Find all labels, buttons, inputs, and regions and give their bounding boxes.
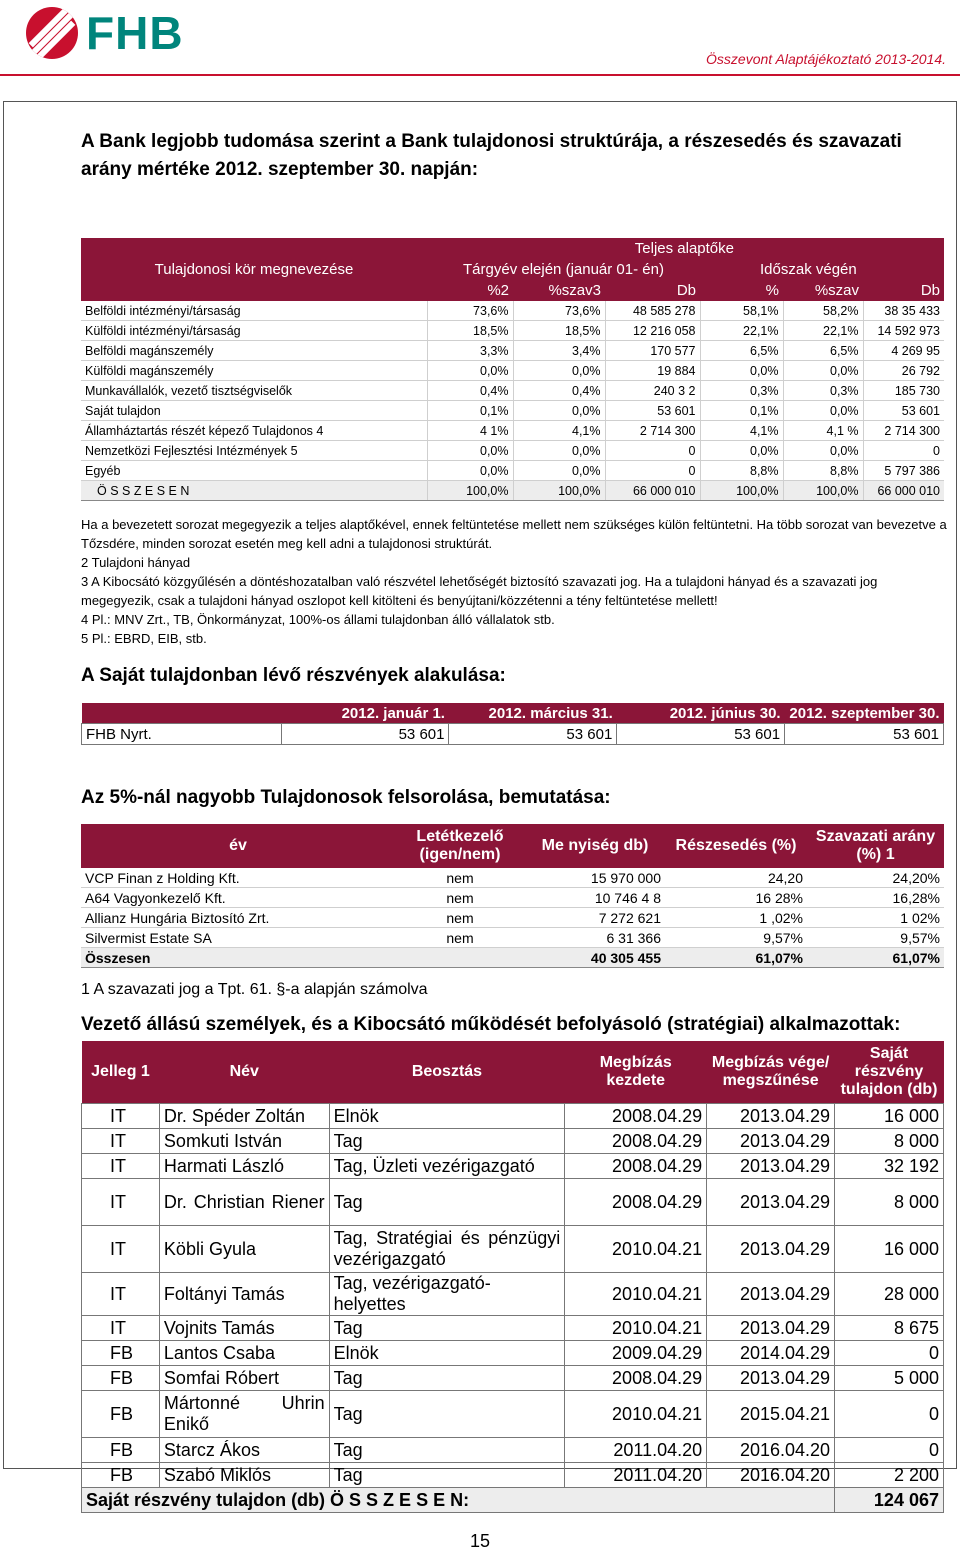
- owner-name: Államháztartás részét képező Tulajdonos 4: [81, 421, 427, 441]
- major-owners-table: [81, 824, 944, 968]
- table-cell: 100,0%: [513, 481, 605, 501]
- mgmt-col-type: Jelleg 1: [91, 1063, 150, 1080]
- table-cell: 2010.04.21: [565, 1391, 707, 1438]
- table-cell: 6 31 366: [525, 928, 665, 948]
- footnote-main: Ha a bevezetett sorozat megegyezik a teljes alaptőkével, ennek feltüntetése mellett nem szükséges külön feltüntetni. Ha több sorozat van bevezetve a Tőzsdére, minden sorozat esetén meg kell adni a tulajdonosi struktúrát.: [81, 517, 947, 551]
- table-cell: 16 28%: [665, 888, 807, 908]
- table-cell: 40 305 455: [525, 948, 665, 968]
- table-cell: IT: [82, 1179, 160, 1226]
- table-cell: 16 000: [835, 1226, 944, 1273]
- table-cell: 2011.04.20: [565, 1463, 707, 1488]
- treasury-heading: A Saját tulajdonban lévő részvények alakulása:: [81, 665, 506, 686]
- table-row: [81, 321, 944, 341]
- table-cell: 2008.04.29: [565, 1104, 707, 1129]
- table-cell: Tag, Üzleti vezérigazgató: [329, 1154, 565, 1179]
- table-cell: 2013.04.29: [707, 1154, 835, 1179]
- col-vote-start: %szav3: [548, 282, 601, 299]
- table-cell: 8,8%: [783, 461, 863, 481]
- table-cell: Mártonné Uhrin Enikő: [159, 1391, 329, 1438]
- table-cell: 32 192: [835, 1154, 944, 1179]
- table-cell: 100,0%: [427, 481, 513, 501]
- table-row: [81, 908, 944, 928]
- table-cell: 8 000: [835, 1179, 944, 1226]
- table-cell: nem: [395, 908, 525, 928]
- total-label: Ö S S Z E S E N: [81, 481, 427, 501]
- table-cell: IT: [82, 1129, 160, 1154]
- table-cell: 2 200: [835, 1463, 944, 1488]
- table-cell: Tag: [329, 1391, 565, 1438]
- table-row: [81, 888, 944, 908]
- table-cell: Somfai Róbert: [159, 1366, 329, 1391]
- table-row: [81, 421, 944, 441]
- table-cell: 8 675: [835, 1316, 944, 1341]
- table-cell: Tag: [329, 1129, 565, 1154]
- table-cell: 4,1 %: [783, 421, 863, 441]
- table-cell: FB: [82, 1463, 160, 1488]
- treasury-table: [81, 703, 944, 745]
- table-cell: 0: [863, 441, 944, 461]
- table-row: [81, 401, 944, 421]
- ownership-table: [81, 238, 944, 501]
- footnote-2: 2 Tulajdoni hányad: [81, 555, 191, 570]
- table-cell: Silvermist Estate SA: [81, 928, 395, 948]
- table-cell: 0,1%: [427, 401, 513, 421]
- table-cell: 2013.04.29: [707, 1316, 835, 1341]
- table-cell: 10 746 4 8: [525, 888, 665, 908]
- table-cell: 2010.04.21: [565, 1273, 707, 1316]
- table-row: [81, 868, 944, 888]
- table-cell: 0,0%: [427, 441, 513, 461]
- table-cell: Dr. Christian Riener: [159, 1179, 329, 1226]
- table-cell: 66 000 010: [605, 481, 700, 501]
- table-cell: 7 272 621: [525, 908, 665, 928]
- col-db-start: Db: [676, 282, 696, 299]
- table-cell: A64 Vagyonkezelő Kft.: [81, 888, 395, 908]
- table-cell: Elnök: [329, 1341, 565, 1366]
- table-row: [82, 1341, 944, 1366]
- table-cell: 2015.04.21: [707, 1391, 835, 1438]
- col-pct-start: %2: [487, 282, 509, 299]
- major-owners-heading: Az 5%-nál nagyobb Tulajdonosok felsorolása, bemutatása:: [81, 787, 611, 808]
- table-cell: 66 000 010: [863, 481, 944, 501]
- treasury-date-3: 2012. június 30.: [669, 704, 781, 722]
- table-cell: 0: [835, 1341, 944, 1366]
- major-col-custodian: Letétkezelő (igen/nem): [416, 828, 504, 863]
- major-col-year: év: [229, 837, 247, 854]
- table-cell: 0: [605, 441, 700, 461]
- table-cell: 100,0%: [700, 481, 783, 501]
- table-row: FHB Nyrt. 53 601 53 601 53 601 53 601: [82, 724, 944, 745]
- table-cell: FB: [82, 1341, 160, 1366]
- owner-name: Belföldi magánszemély: [81, 341, 427, 361]
- table-row: [82, 1391, 944, 1438]
- table-cell: 0,4%: [513, 381, 605, 401]
- owner-name-header: Tulajdonosi kör megnevezése: [154, 261, 354, 278]
- table-cell: 2010.04.21: [565, 1226, 707, 1273]
- table-cell: IT: [82, 1104, 160, 1129]
- table-cell: 2016.04.20: [707, 1463, 835, 1488]
- table-cell: 24,20: [665, 868, 807, 888]
- table-cell: 6,5%: [783, 341, 863, 361]
- table-cell: Tag: [329, 1438, 565, 1463]
- fhb-logo-icon: [26, 7, 78, 59]
- period-end-header: Időszak végén: [760, 261, 857, 278]
- total-row: [81, 481, 944, 501]
- table-cell: 170 577: [605, 341, 700, 361]
- mgmt-col-position: Beosztás: [411, 1063, 483, 1080]
- table-cell: Összesen: [81, 948, 395, 968]
- major-col-vote: Szavazati arány (%) 1: [815, 828, 936, 863]
- table-row: [81, 361, 944, 381]
- table-cell: 28 000: [835, 1273, 944, 1316]
- major-col-share: Részesedés (%): [675, 837, 797, 854]
- table-cell: Dr. Spéder Zoltán: [159, 1104, 329, 1129]
- total-label: Saját részvény tulajdon (db) Ö S S Z E S E N:: [82, 1488, 835, 1513]
- document-title: Összevont Alaptájékoztató 2013-2014.: [706, 51, 946, 67]
- table-cell: 38 35 433: [863, 301, 944, 321]
- table-cell: 19 884: [605, 361, 700, 381]
- table-cell: 2011.04.20: [565, 1438, 707, 1463]
- major-col-qty: Me nyiség db): [541, 837, 649, 854]
- mgmt-col-start: Megbízás kezdete: [599, 1054, 672, 1089]
- table-cell: 16 000: [835, 1104, 944, 1129]
- table-cell: 9,57%: [665, 928, 807, 948]
- table-cell: 2013.04.29: [707, 1179, 835, 1226]
- table-row: [82, 1104, 944, 1129]
- table-row: [82, 1154, 944, 1179]
- table-cell: 4,1%: [700, 421, 783, 441]
- table-cell: 0,3%: [700, 381, 783, 401]
- table-row: [82, 1438, 944, 1463]
- table-cell: Foltányi Tamás: [159, 1273, 329, 1316]
- table-cell: [395, 948, 525, 968]
- fhb-logo: [26, 6, 184, 60]
- table-cell: FB: [82, 1366, 160, 1391]
- footnote-4: 4 Pl.: MNV Zrt., TB, Önkormányzat, 100%-os állami tulajdonban álló vállalatok stb.: [81, 612, 555, 627]
- table-cell: 8 000: [835, 1129, 944, 1154]
- table-row: [81, 301, 944, 321]
- table-cell: Lantos Csaba: [159, 1341, 329, 1366]
- table-cell: 48 585 278: [605, 301, 700, 321]
- table-cell: 12 216 058: [605, 321, 700, 341]
- ownership-heading: A Bank legjobb tudomása szerint a Bank tulajdonosi struktúrája, a részesedés és szavazati arány mértéke 2012. szeptember 30. napján:: [81, 131, 902, 180]
- table-cell: Szabó Miklós: [159, 1463, 329, 1488]
- header-divider: [0, 74, 960, 76]
- table-cell: 4 1%: [427, 421, 513, 441]
- table-row: [81, 341, 944, 361]
- page-number: 15: [470, 1531, 491, 1551]
- table-cell: Tag, vezérigazgató-helyettes: [329, 1273, 565, 1316]
- table-cell: 2013.04.29: [707, 1273, 835, 1316]
- table-cell: 0,0%: [513, 461, 605, 481]
- footnote-3: 3 A Kibocsátó közgyűlésén a döntéshozatalban való részvétel lehetőségét biztosító szavazati jog. Ha a tulajdoni hányad és a szavazati jog megegyezik, csak a tulajdoni hányad oszlopot kell kitölteni és benyújtani/közzétenni a tény feltüntetése mellett!: [81, 574, 878, 608]
- owner-name: Külföldi magánszemély: [81, 361, 427, 381]
- table-cell: 0,0%: [783, 441, 863, 461]
- table-cell: IT: [82, 1316, 160, 1341]
- table-row: [81, 928, 944, 948]
- mgmt-col-end: Megbízás vége/ megszűnése: [711, 1054, 830, 1089]
- table-cell: 0,3%: [783, 381, 863, 401]
- table-cell: 0,0%: [700, 361, 783, 381]
- table-cell: 0: [605, 461, 700, 481]
- owner-name: Külföldi intézményi/társaság: [81, 321, 427, 341]
- table-cell: 0,0%: [513, 441, 605, 461]
- owner-name: Saját tulajdon: [81, 401, 427, 421]
- table-cell: 24,20%: [807, 868, 944, 888]
- table-cell: 4 269 95: [863, 341, 944, 361]
- table-cell: Harmati László: [159, 1154, 329, 1179]
- treasury-date-2: 2012. március 31.: [488, 704, 613, 722]
- total-value: 124 067: [835, 1488, 944, 1513]
- major-footnote: 1 A szavazati jog a Tpt. 61. §-a alapján számolva: [81, 981, 428, 998]
- table-cell: 0,0%: [783, 401, 863, 421]
- table-cell: Tag: [329, 1463, 565, 1488]
- table-cell: 18,5%: [427, 321, 513, 341]
- col-pct-end: %: [765, 282, 779, 299]
- table-cell: 5 797 386: [863, 461, 944, 481]
- table-cell: Starcz Ákos: [159, 1438, 329, 1463]
- table-cell: Elnök: [329, 1104, 565, 1129]
- table-cell: 2008.04.29: [565, 1154, 707, 1179]
- table-cell: VCP Finan z Holding Kft.: [81, 868, 395, 888]
- col-vote-end: %szav: [814, 282, 859, 299]
- mgmt-col-name: Név: [229, 1063, 259, 1080]
- table-cell: 2013.04.29: [707, 1104, 835, 1129]
- table-row: [82, 1179, 944, 1226]
- table-cell: IT: [82, 1273, 160, 1316]
- table-cell: 0,0%: [783, 361, 863, 381]
- capital-header: Teljes alaptőke: [634, 240, 734, 257]
- table-cell: 16,28%: [807, 888, 944, 908]
- table-cell: Allianz Hungária Biztosító Zrt.: [81, 908, 395, 928]
- table-cell: 8,8%: [700, 461, 783, 481]
- table-row: [81, 381, 944, 401]
- management-table: [81, 1041, 944, 1513]
- table-cell: 53 601: [605, 401, 700, 421]
- table-cell: 22,1%: [783, 321, 863, 341]
- table-cell: 0,4%: [427, 381, 513, 401]
- owner-name: Nemzetközi Fejlesztési Intézmények 5: [81, 441, 427, 461]
- table-cell: FB: [82, 1391, 160, 1438]
- table-cell: 53 601: [863, 401, 944, 421]
- table-cell: Somkuti István: [159, 1129, 329, 1154]
- table-cell: 26 792: [863, 361, 944, 381]
- table-cell: 0: [835, 1438, 944, 1463]
- table-cell: 2013.04.29: [707, 1366, 835, 1391]
- total-row: [82, 1488, 944, 1513]
- treasury-date-4: 2012. szeptember 30.: [789, 704, 940, 722]
- table-row: [82, 1129, 944, 1154]
- table-cell: 18,5%: [513, 321, 605, 341]
- table-cell: 14 592 973: [863, 321, 944, 341]
- table-cell: Tag: [329, 1179, 565, 1226]
- table-row: [82, 1226, 944, 1273]
- period-start-header: Tárgyév elején (január 01- én): [463, 261, 664, 278]
- table-cell: IT: [82, 1154, 160, 1179]
- table-cell: 0: [835, 1391, 944, 1438]
- table-row: [81, 441, 944, 461]
- table-cell: 185 730: [863, 381, 944, 401]
- table-cell: 2008.04.29: [565, 1129, 707, 1154]
- table-row: [82, 1366, 944, 1391]
- logo-text: FHB: [86, 7, 184, 59]
- table-cell: 73,6%: [513, 301, 605, 321]
- table-cell: 2009.04.29: [565, 1341, 707, 1366]
- table-cell: 0,0%: [700, 441, 783, 461]
- table-cell: 2 714 300: [863, 421, 944, 441]
- table-cell: 1 ,02%: [665, 908, 807, 928]
- table-cell: 2 714 300: [605, 421, 700, 441]
- table-cell: 9,57%: [807, 928, 944, 948]
- total-row: [81, 948, 944, 968]
- table-row: [82, 1316, 944, 1341]
- table-row: [81, 461, 944, 481]
- management-heading: Vezető állású személyek, és a Kibocsátó működését befolyásoló (stratégiai) alkalmazottak:: [81, 1014, 901, 1035]
- table-cell: 4,1%: [513, 421, 605, 441]
- table-cell: 61,07%: [665, 948, 807, 968]
- table-cell: 0,0%: [427, 461, 513, 481]
- table-cell: 3,4%: [513, 341, 605, 361]
- table-cell: 2016.04.20: [707, 1438, 835, 1463]
- owner-name: Belföldi intézményi/társaság: [81, 301, 427, 321]
- owner-name: Egyéb: [81, 461, 427, 481]
- table-cell: 5 000: [835, 1366, 944, 1391]
- table-cell: 0,0%: [513, 361, 605, 381]
- table-cell: 2013.04.29: [707, 1226, 835, 1273]
- table-cell: Tag: [329, 1366, 565, 1391]
- table-cell: Vojnits Tamás: [159, 1316, 329, 1341]
- table-cell: 0,1%: [700, 401, 783, 421]
- table-cell: 2010.04.21: [565, 1316, 707, 1341]
- table-row: [82, 1463, 944, 1488]
- table-cell: 0,0%: [427, 361, 513, 381]
- table-cell: 15 970 000: [525, 868, 665, 888]
- treasury-date-1: 2012. január 1.: [341, 704, 445, 722]
- owner-name: Munkavállalók, vezető tisztségviselők: [81, 381, 427, 401]
- table-cell: nem: [395, 928, 525, 948]
- table-cell: 6,5%: [700, 341, 783, 361]
- table-cell: nem: [395, 888, 525, 908]
- table-cell: 58,2%: [783, 301, 863, 321]
- table-cell: 2014.04.29: [707, 1341, 835, 1366]
- table-cell: 73,6%: [427, 301, 513, 321]
- footnote-5: 5 Pl.: EBRD, EIB, stb.: [81, 631, 207, 646]
- mgmt-col-shares: Saját részvény tulajdon (db): [840, 1045, 938, 1098]
- table-cell: 22,1%: [700, 321, 783, 341]
- table-cell: 1 02%: [807, 908, 944, 928]
- table-cell: Tag, Stratégiai és pénzügyi vezérigazgató: [329, 1226, 565, 1273]
- table-cell: 2008.04.29: [565, 1179, 707, 1226]
- table-cell: IT: [82, 1226, 160, 1273]
- table-cell: nem: [395, 868, 525, 888]
- table-cell: 2008.04.29: [565, 1366, 707, 1391]
- table-cell: 58,1%: [700, 301, 783, 321]
- table-cell: Köbli Gyula: [159, 1226, 329, 1273]
- table-cell: FB: [82, 1438, 160, 1463]
- table-cell: 0,0%: [513, 401, 605, 421]
- table-cell: Tag: [329, 1316, 565, 1341]
- table-cell: 240 3 2: [605, 381, 700, 401]
- table-cell: 100,0%: [783, 481, 863, 501]
- table-cell: 61,07%: [807, 948, 944, 968]
- table-cell: 2013.04.29: [707, 1129, 835, 1154]
- col-db-end: Db: [920, 282, 940, 299]
- table-row: [82, 1273, 944, 1316]
- table-cell: 3,3%: [427, 341, 513, 361]
